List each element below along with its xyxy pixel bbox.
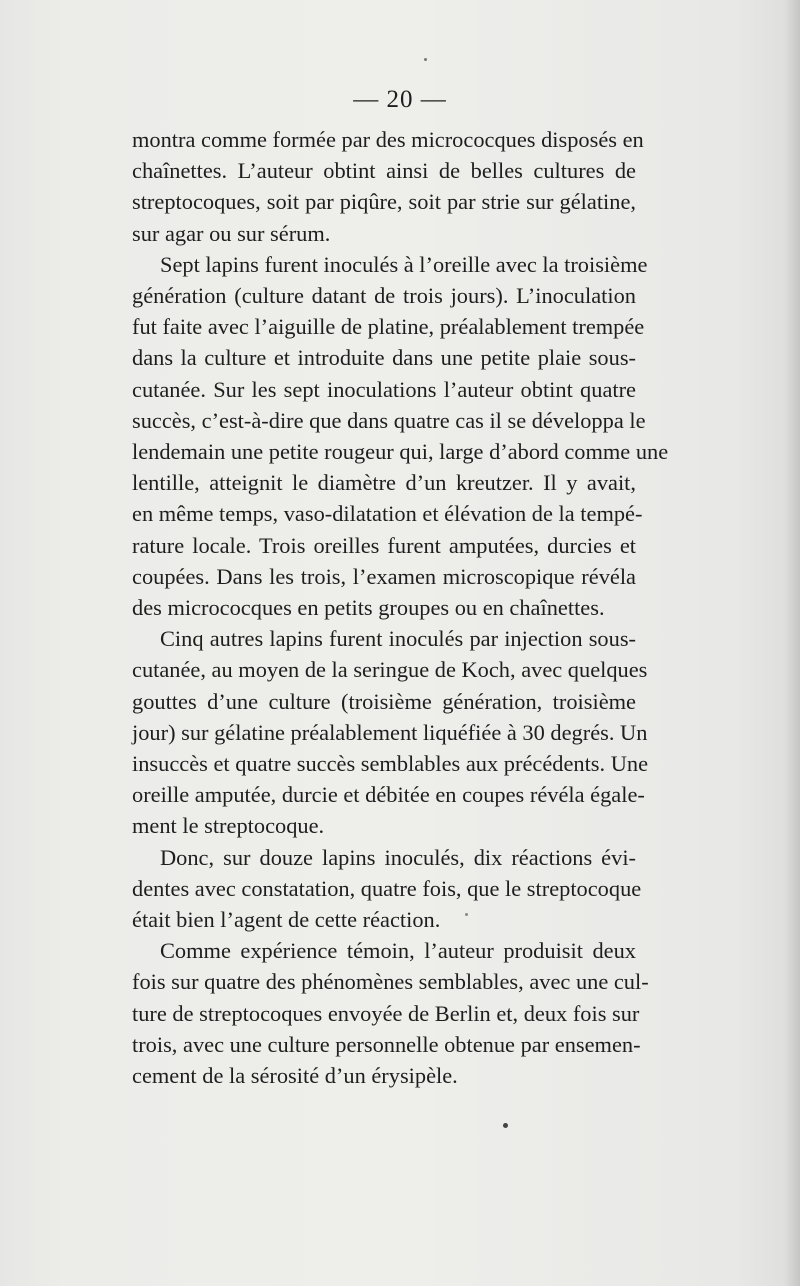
text-line: dans la culture et introduite dans une petite plaie sous- [132,345,636,371]
text-line: cutanée. Sur les sept inoculations l’auteur obtint quatre [132,376,636,402]
ink-speck [465,913,468,916]
text-line: trois, avec une culture personnelle obtenue par ensemen- [132,1031,641,1057]
text-line: montra comme formée par des micrococques disposés en [132,127,644,152]
text-line: chaînettes. L’auteur obtint ainsi de belles cultures de [132,158,636,184]
paragraph-4 [132,842,642,936]
text-line: Donc, sur douze lapins inoculés, dix réactions évi- [160,844,636,870]
body-text [132,124,669,1091]
text-line: Sept lapins furent inoculés à l’oreille avec la troisième [160,251,648,277]
text-line: en même temps, vaso-dilatation et élévation de la tempé- [132,501,643,527]
text-line: rature locale. Trois oreilles furent amputées, durcies et [132,532,636,558]
text-line: cutanée, au moyen de la seringue de Koch, avec quelques [132,657,648,683]
ink-speck [424,58,427,61]
text-line: coupées. Dans les trois, l’examen microscopique révéla [132,563,636,589]
paragraph-3 [132,623,649,841]
paragraph-5 [132,935,649,1091]
text-line: fois sur quatre des phénomènes semblables, avec une cul- [132,969,649,995]
text-line: cement de la sérosité d’un érysipèle. [132,1063,458,1089]
text-line: Cinq autres lapins furent inoculés par injection sous- [160,626,636,652]
text-line: oreille amputée, durcie et débitée en coupes révéla égale- [132,782,645,808]
text-line: Comme expérience témoin, l’auteur produisit deux [160,938,636,964]
page-edge-shadow [784,0,800,1286]
text-line: gouttes d’une culture (troisième génération, troisième [132,688,636,714]
text-line: streptocoques, soit par piqûre, soit par strie sur gélatine, [132,189,636,215]
text-line: génération (culture datant de trois jours). L’inoculation [132,283,636,309]
text-line: lendemain une petite rougeur qui, large d’abord comme une [132,439,669,465]
page-number: — 20 — [353,86,447,113]
text-line: jour) sur gélatine préalablement liquéfiée à 30 degrés. Un [132,719,648,745]
text-line: ture de streptocoques envoyée de Berlin et, deux fois sur [132,1000,640,1026]
paragraph-1 [132,124,644,249]
text-line: insuccès et quatre succès semblables aux précédents. Une [132,751,649,777]
ink-speck [503,1123,508,1128]
text-line: fut faite avec l’aiguille de platine, préalablement trempée [132,314,645,340]
text-line: succès, c’est-à-dire que dans quatre cas il se développa le [132,407,646,433]
text-line: sur agar ou sur sérum. [132,220,331,246]
paragraph-2 [132,249,669,623]
text-line: ment le streptocoque. [132,813,325,839]
text-line: des micrococques en petits groupes ou en chaînettes. [132,595,605,621]
text-line: était bien l’agent de cette réaction. [132,907,441,933]
text-line: dentes avec constatation, quatre fois, que le streptocoque [132,875,642,901]
text-line: lentille, atteignit le diamètre d’un kreutzer. Il y avait, [132,470,636,496]
